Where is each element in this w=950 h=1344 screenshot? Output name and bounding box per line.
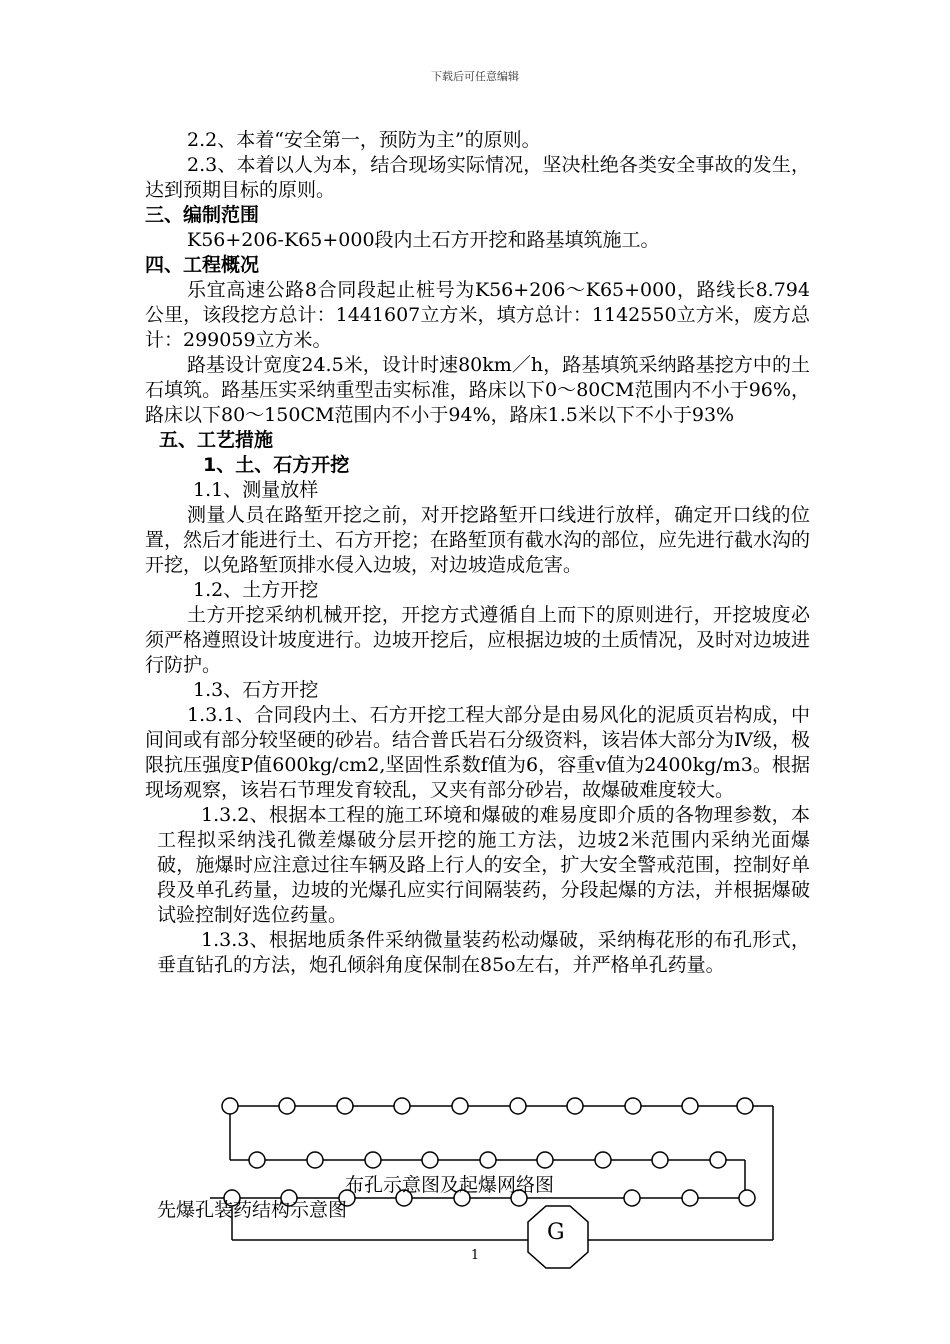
heading-overview: 四、工程概况 xyxy=(145,254,260,276)
subheading-earthwork: 1.2、土方开挖 xyxy=(193,579,319,601)
paragraph-overview-1: 乐宜高速公路8合同段起止桩号为K56+206～K65+000，路线长8.794公里，该段挖方总计：1441607立方米，填方总计：1142550立方米，废方总计：299059立方米。 xyxy=(145,279,810,351)
paragraph-1-3-1: 1.3.1、合同段内土、石方开挖工程大部分是由易风化的泥质页岩构成，中间间或有部分较坚硬的砂岩。结合普氏岩石分级资料，该岩体大部分为Ⅳ级，极限抗压强度P值600kg/cm2,坚固性系数f值为6，容重v值为2400kg/m3。根据现场观察，该岩石节理发育较乱，又夹有部分砂岩，故爆破难度较大。 xyxy=(145,704,810,801)
diagram-caption-network: 布孔示意图及起爆网络图 xyxy=(345,1174,555,1196)
heading-process: 五、工艺措施 xyxy=(159,429,274,451)
paragraph-2-3: 2.3、本着以人为本，结合现场实际情况，坚决杜绝各类安全事故的发生，达到预期目标的原则。 xyxy=(145,154,810,201)
page-header: 下载后可任意编辑 xyxy=(431,70,519,83)
heading-scope: 三、编制范围 xyxy=(145,204,260,226)
diagram-caption-charge: 先爆孔装药结构示意图 xyxy=(157,1199,348,1221)
subheading-survey: 1.1、测量放样 xyxy=(193,479,319,501)
paragraph-overview-2: 路基设计宽度24.5米，设计时速80km／h，路基填筑采纳路基挖方中的土石填筑。路基压实采纳重型击实标准，路床以下0～80CM范围内不小于96%，路床以下80～150CM范围内不小于94%，路床1.5米以下不小于93% xyxy=(145,354,810,426)
paragraph-scope: K56+206-K65+000段内土石方开挖和路基填筑施工。 xyxy=(187,229,660,251)
generator-label: G xyxy=(547,1220,565,1245)
paragraph-1-3-2: 1.3.2、根据本工程的施工环境和爆破的难易度即介质的各物理参数，本工程拟采纳浅孔微差爆破分层开挖的施工方法，边坡2米范围内采纳光面爆破，施爆时应注意过往车辆及路上行人的安全，扩大安全警戒范围，控制好单段及单孔药量，边坡的光爆孔应实行间隔装药，分段起爆的方法，并根据爆破试验控制好选位药量。 xyxy=(157,804,810,926)
page-number: 1 xyxy=(470,1248,480,1263)
paragraph-1-3-3: 1.3.3、根据地质条件采纳微量装药松动爆破，采纳梅花形的布孔形式，垂直钻孔的方法，炮孔倾斜角度保制在85o左右，并严格单孔药量。 xyxy=(157,929,810,976)
subheading-rockwork: 1.3、石方开挖 xyxy=(193,679,319,701)
heading-excavation: 1、土、石方开挖 xyxy=(203,454,350,476)
document-body xyxy=(145,128,810,978)
paragraph-survey: 测量人员在路堑开挖之前，对开挖路堑开口线进行放样，确定开口线的位置，然后才能进行土、石方开挖；在路堑顶有截水沟的部位，应先进行截水沟的开挖，以免路堑顶排水侵入边坡，对边坡造成危害。 xyxy=(145,504,811,576)
paragraph-2-2: 2.2、本着“安全第一，预防为主”的原则。 xyxy=(187,129,541,151)
paragraph-earthwork: 土方开挖采纳机械开挖，开挖方式遵循自上而下的原则进行，开挖坡度必须严格遵照设计坡度进行。边坡开挖后，应根据边坡的土质情况，及时对边坡进行防护。 xyxy=(145,604,811,676)
